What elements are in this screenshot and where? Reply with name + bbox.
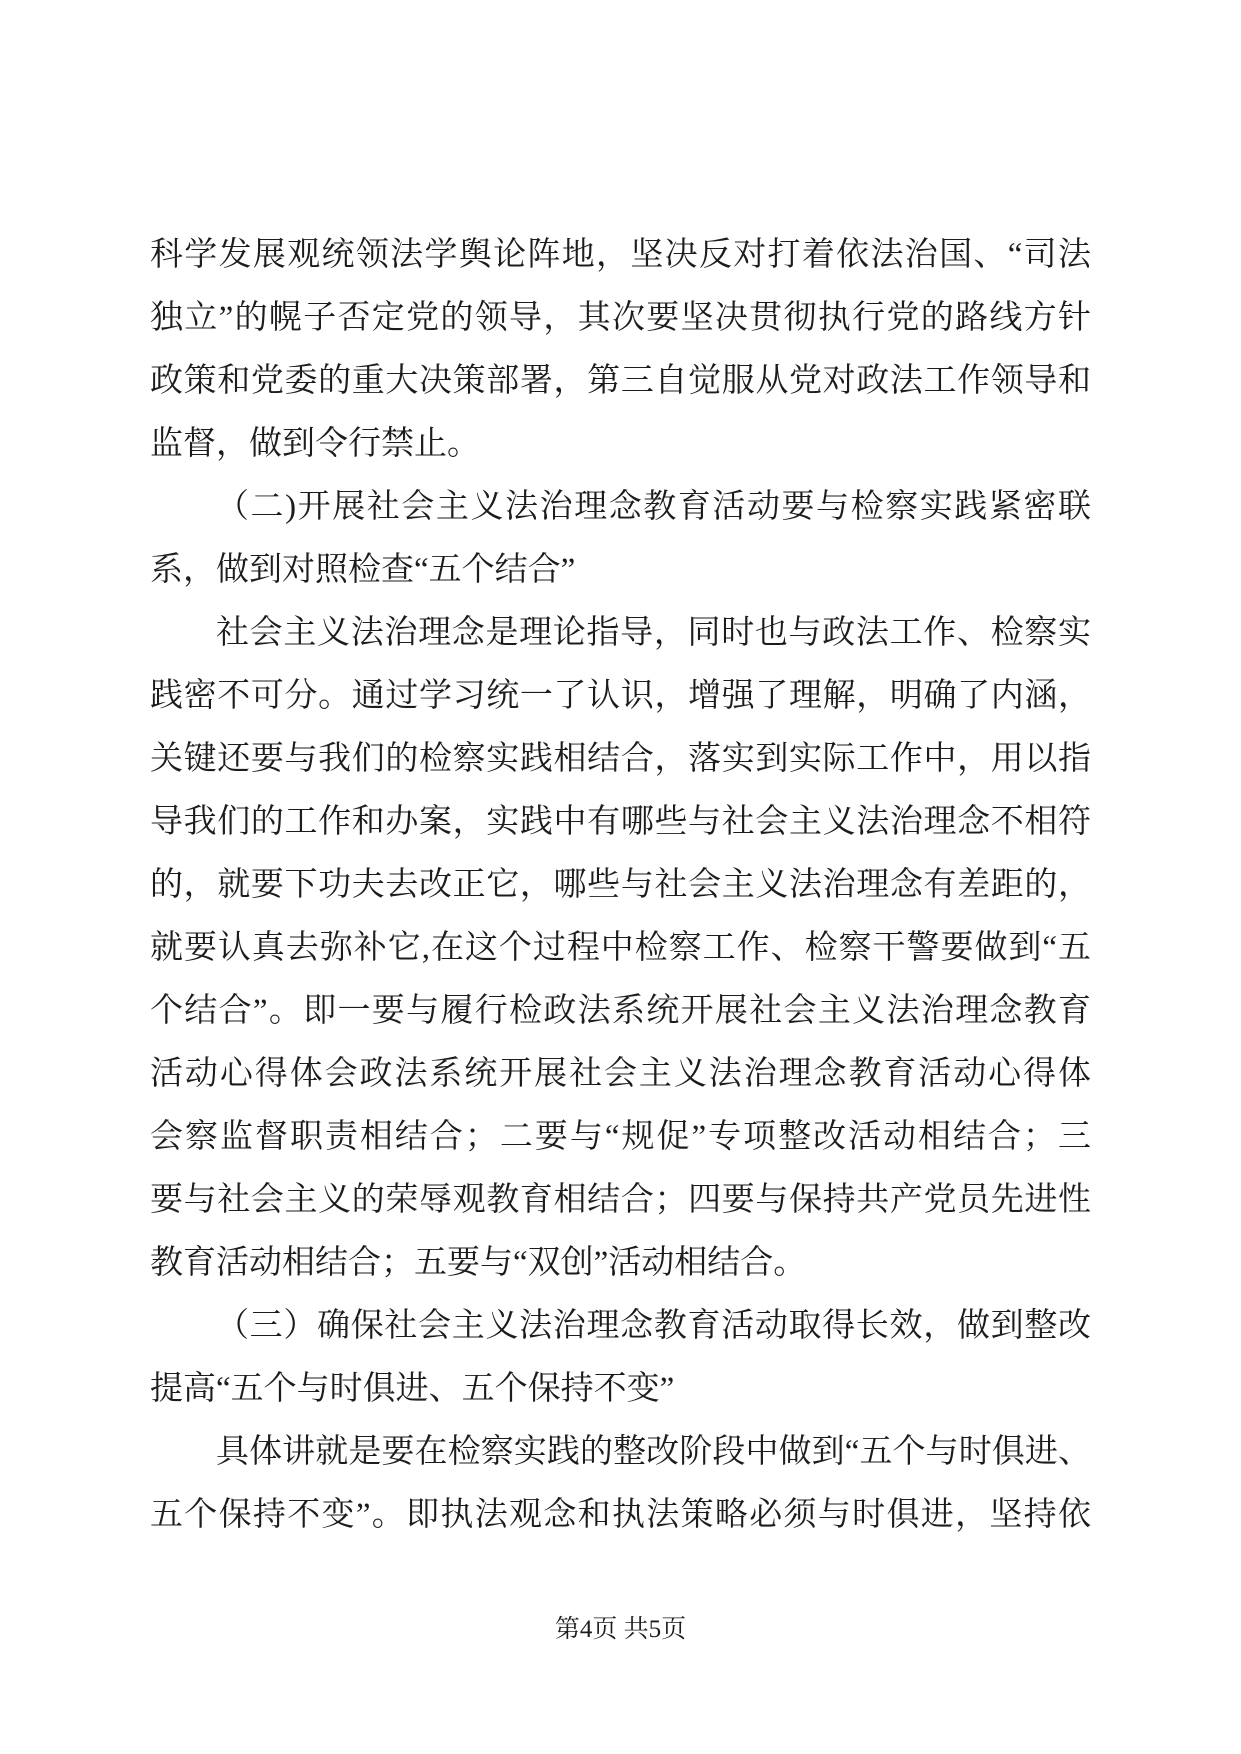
text-line: 教育活动相结合；五要与“双创”活动相结合。 xyxy=(150,1245,807,1281)
text-line-section-heading-3: （三）确保社会主义法治理念教育活动取得长效，做到整改 xyxy=(216,1308,1091,1344)
text-line: 系，做到对照检查“五个结合” xyxy=(150,552,576,588)
text-line: 关键还要与我们的检察实践相结合，落实到实际工作中，用以指 xyxy=(150,741,1091,777)
text-line: 提高“五个与时俱进、五个保持不变” xyxy=(150,1371,675,1407)
text-line: 要与社会主义的荣辱观教育相结合；四要与保持共产党员先进性 xyxy=(150,1182,1091,1218)
document-body xyxy=(150,224,1091,1547)
text-line: 政策和党委的重大决策部署，第三自觉服从党对政法工作领导和 xyxy=(150,363,1091,399)
text-line: 独立”的幌子否定党的领导，其次要坚决贯彻执行党的路线方针 xyxy=(150,300,1091,336)
text-line: 具体讲就是要在检察实践的整改阶段中做到“五个与时俱进、 xyxy=(216,1434,1091,1470)
text-line: 就要认真去弥补它,在这个过程中检察工作、检察干警要做到“五 xyxy=(150,930,1091,966)
text-line-section-heading-2: （二)开展社会主义法治理念教育活动要与检察实践紧密联 xyxy=(216,489,1091,525)
text-line: 社会主义法治理念是理论指导，同时也与政法工作、检察实 xyxy=(216,615,1091,651)
page-number-label: 第4页 共5页 xyxy=(554,1616,687,1643)
text-line: 个结合”。即一要与履行检政法系统开展社会主义法治理念教育 xyxy=(150,993,1091,1029)
text-line: 的，就要下功夫去改正它，哪些与社会主义法治理念有差距的， xyxy=(150,867,1091,903)
text-line: 践密不可分。通过学习统一了认识，增强了理解，明确了内涵， xyxy=(150,678,1091,714)
text-line: 监督，做到令行禁止。 xyxy=(150,426,480,462)
text-line: 活动心得体会政法系统开展社会主义法治理念教育活动心得体 xyxy=(150,1056,1091,1092)
text-line: 科学发展观统领法学舆论阵地，坚决反对打着依法治国、“司法 xyxy=(150,237,1091,273)
text-line: 导我们的工作和办案，实践中有哪些与社会主义法治理念不相符 xyxy=(150,804,1091,840)
page-footer xyxy=(0,1608,1241,1652)
text-line: 五个保持不变”。即执法观念和执法策略必须与时俱进，坚持依 xyxy=(150,1497,1091,1533)
text-line: 会察监督职责相结合；二要与“规促”专项整改活动相结合；三 xyxy=(150,1119,1091,1155)
